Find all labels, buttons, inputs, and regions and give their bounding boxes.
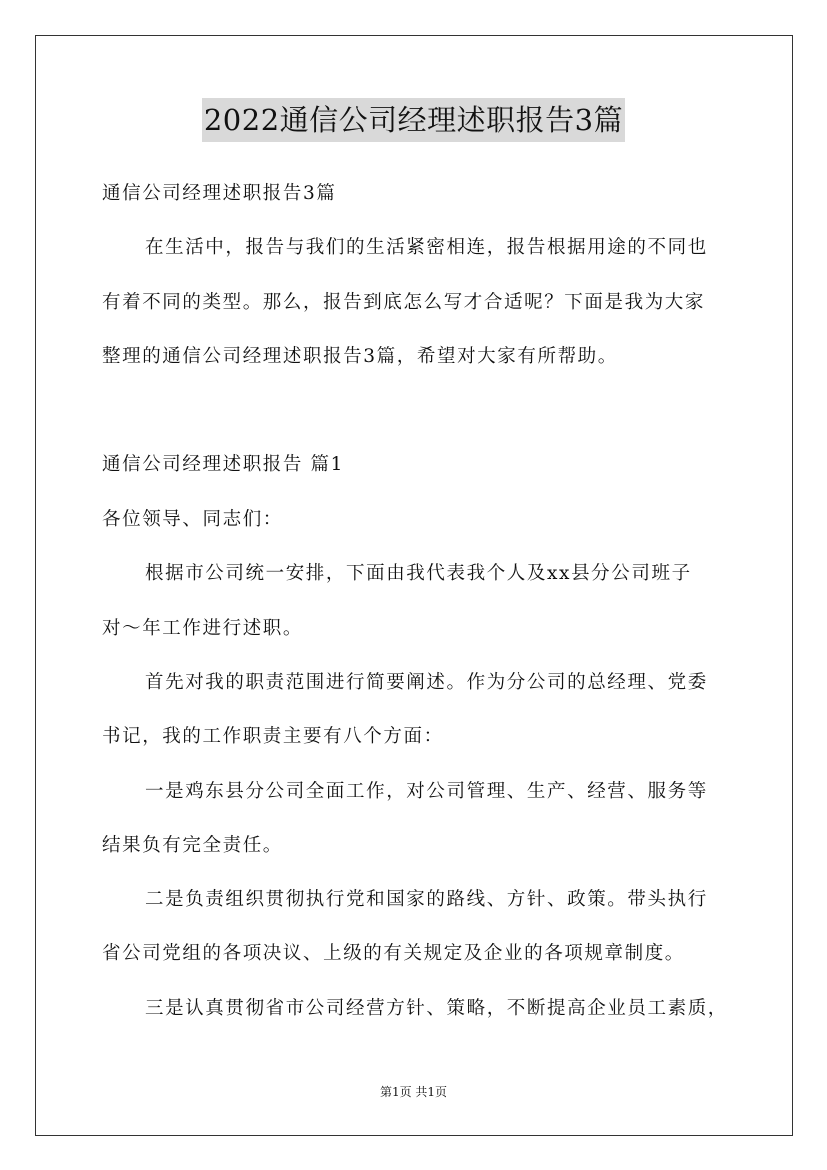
body-line-4: 书记，我的工作职责主要有八个方面： <box>102 726 444 747</box>
intro-line-3: 整理的通信公司经理述职报告3篇，希望对大家有所帮助。 <box>102 346 618 367</box>
document-title: 2022通信公司经理述职报告3篇 <box>202 98 625 142</box>
body-line-9: 三是认真贯彻省市公司经营方针、策略，不断提高企业员工素质， <box>145 998 728 1019</box>
title-container <box>0 98 827 142</box>
body-line-5: 一是鸡东县分公司全面工作，对公司管理、生产、经营、服务等 <box>145 781 708 802</box>
body-line-8: 省公司党组的各项决议、上级的有关规定及企业的各项规章制度。 <box>102 943 685 964</box>
body-line-6: 结果负有完全责任。 <box>102 835 283 856</box>
body-line-3: 首先对我的职责范围进行简要阐述。作为分公司的总经理、党委 <box>145 672 708 693</box>
greeting: 各位领导、同志们： <box>102 509 283 530</box>
document-subtitle: 通信公司经理述职报告3篇 <box>102 183 337 204</box>
body-line-1: 根据市公司统一安排，下面由我代表我个人及xx县分公司班子 <box>145 563 692 584</box>
intro-line-2: 有着不同的类型。那么，报告到底怎么写才合适呢？下面是我为大家 <box>102 292 706 313</box>
section-heading: 通信公司经理述职报告 篇1 <box>102 454 344 475</box>
intro-line-1: 在生活中，报告与我们的生活紧密相连，报告根据用途的不同也 <box>145 237 708 258</box>
body-line-2: 对～年工作进行述职。 <box>102 618 304 639</box>
page-number-footer: 第1页 共1页 <box>379 1085 448 1099</box>
body-line-7: 二是负责组织贯彻执行党和国家的路线、方针、政策。带头执行 <box>145 889 708 910</box>
